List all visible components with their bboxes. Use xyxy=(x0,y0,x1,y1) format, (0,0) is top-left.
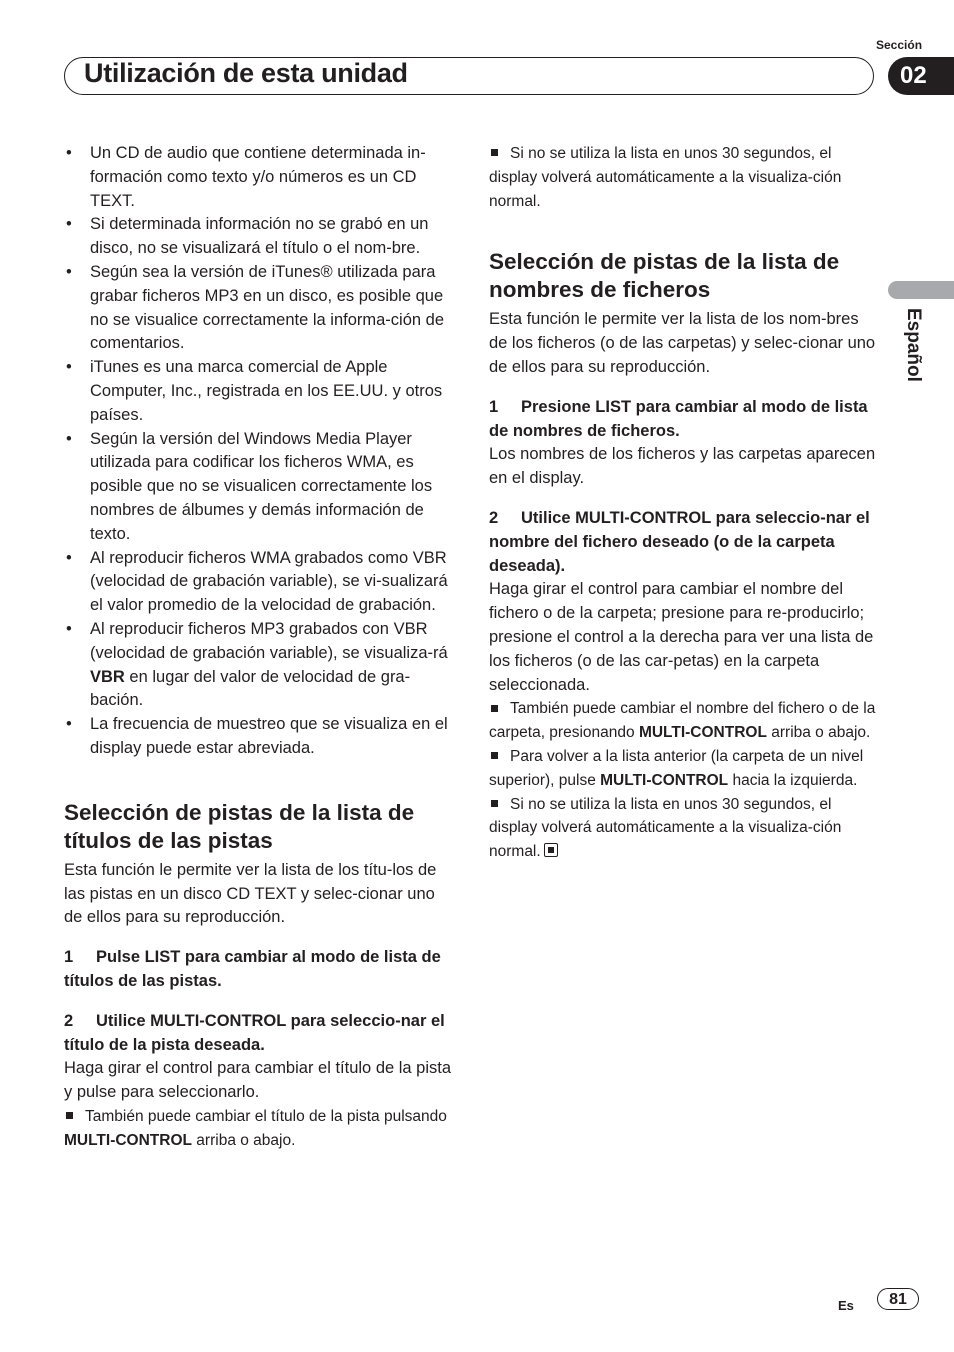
section-heading: Selección de pistas de la lista de títulos de las pistas xyxy=(64,799,415,853)
list-item: • Al reproducir ficheros WMA grabados como VBR (velocidad de grabación variable), se vi-sualizará el valor promedio de la velocidad de grabación. xyxy=(64,547,454,618)
step-text: Pulse LIST para cambiar al modo de lista de títulos de las pistas. xyxy=(64,948,441,990)
section-heading: Selección de pistas de la lista de nombres de ficheros xyxy=(489,249,840,303)
step-1 xyxy=(489,396,877,444)
step-2-note-3 xyxy=(489,793,877,864)
end-of-section-icon xyxy=(544,843,558,857)
footer-language: Es xyxy=(838,1298,854,1313)
right-column xyxy=(489,142,877,864)
section-intro: Esta función le permite ver la lista de los títu-los de las pistas en un disco CD TEXT y selec-cionar uno de ellos para su reproducción. xyxy=(64,860,437,927)
multi-control-label: MULTI-CONTROL xyxy=(638,724,767,742)
text: hacia la izquierda. xyxy=(728,771,858,789)
square-bullet-icon xyxy=(491,705,498,712)
square-bullet-icon xyxy=(491,800,498,807)
list-item: • Según la versión del Windows Media Player utilizada para codificar los ficheros WMA, es posible que no se visualicen correctamente los nombres de álbumes y demás información de texto. xyxy=(64,428,454,547)
text: Para volver a la lista anterior (la carpeta de un nivel superior), pulse xyxy=(489,747,864,789)
section-label: Sección xyxy=(876,38,923,52)
text: Si no se utiliza la lista en unos 30 segundos, el display volverá automáticamente a la visualiza-ción normal. xyxy=(489,795,842,861)
square-bullet-icon xyxy=(491,752,498,759)
left-column xyxy=(64,142,454,1152)
step-2-body: Haga girar el control para cambiar el nombre del fichero o de la carpeta; presione para re-producirlo; presione el control a la derecha para ver una lista de los ficheros (o de las car-petas) en la carpeta seleccionada. xyxy=(489,580,874,694)
step-text: Utilice MULTI-CONTROL para seleccio-nar el título de la pista deseada. xyxy=(64,1011,445,1054)
list-item: • La frecuencia de muestreo que se visualiza en el display puede estar abreviada. xyxy=(64,713,454,761)
step-2-note-1 xyxy=(489,697,877,745)
text: en lugar del valor de velocidad de gra-bación. xyxy=(90,667,411,710)
step-number: 1 xyxy=(489,397,499,416)
language-tab-label: Español xyxy=(903,308,924,382)
list-item: • Un CD de audio que contiene determinada in-formación como texto y/o números es un CD TEXT. xyxy=(64,142,454,213)
multi-control-label: MULTI-CONTROL xyxy=(600,771,729,789)
step-2 xyxy=(489,507,877,578)
step-text: Utilice MULTI-CONTROL para seleccio-nar el nombre del fichero deseado (o de la carpeta deseada). xyxy=(489,508,870,575)
section-intro: Esta función le permite ver la lista de los nom-bres de los ficheros (o de las carpetas) y selec-cionar uno de ellos para su reproducción. xyxy=(489,310,876,376)
text: Si no se utiliza la lista en unos 30 segundos, el display volverá automáticamente a la visualiza-ción normal. xyxy=(489,145,842,210)
step-2 xyxy=(64,1010,454,1058)
step-1-body: Los nombres de los ficheros y las carpetas aparecen en el display. xyxy=(489,445,876,488)
text: arriba o abajo. xyxy=(192,1131,296,1149)
top-note xyxy=(489,142,877,213)
notes-list xyxy=(64,142,454,761)
square-bullet-icon xyxy=(491,149,498,156)
text: arriba o abajo. xyxy=(766,724,871,742)
step-number: 1 xyxy=(64,948,74,967)
list-item xyxy=(64,618,454,713)
section-number-badge: 02 xyxy=(888,57,954,95)
list-item: • iTunes es una marca comercial de Apple Computer, Inc., registrada en los EE.UU. y otros países. xyxy=(64,356,454,427)
step-2-body: Haga girar el control para cambiar el título de la pista y pulse para seleccionarlo. xyxy=(64,1059,452,1102)
step-number: 2 xyxy=(64,1011,74,1030)
multi-control-label: MULTI-CONTROL xyxy=(64,1131,192,1149)
language-tab-marker xyxy=(888,281,954,299)
page-number: 81 xyxy=(877,1288,919,1310)
square-bullet-icon xyxy=(66,1112,73,1119)
text: Al reproducir ficheros MP3 grabados con VBR (velocidad de grabación variable), se visualiza-rá xyxy=(90,619,448,662)
step-2-note-2 xyxy=(489,745,877,793)
step-2-note xyxy=(64,1105,454,1153)
text: También puede cambiar el título de la pista pulsando xyxy=(85,1107,447,1125)
vbr-label: VBR xyxy=(90,667,125,686)
list-item: • Según sea la versión de iTunes® utilizada para grabar ficheros MP3 en un disco, es posible que no se visualice correctamente la informa-ción de comentarios. xyxy=(64,261,454,356)
page-title: Utilización de esta unidad xyxy=(84,58,408,88)
step-number: 2 xyxy=(489,508,499,527)
list-item: • Si determinada información no se grabó en un disco, no se visualizará el título o el nom-bre. xyxy=(64,213,454,261)
step-1 xyxy=(64,946,454,994)
text: También puede cambiar el nombre del fichero o de la carpeta, presionando xyxy=(489,700,876,742)
step-text: Presione LIST para cambiar al modo de lista de nombres de ficheros. xyxy=(489,397,868,440)
